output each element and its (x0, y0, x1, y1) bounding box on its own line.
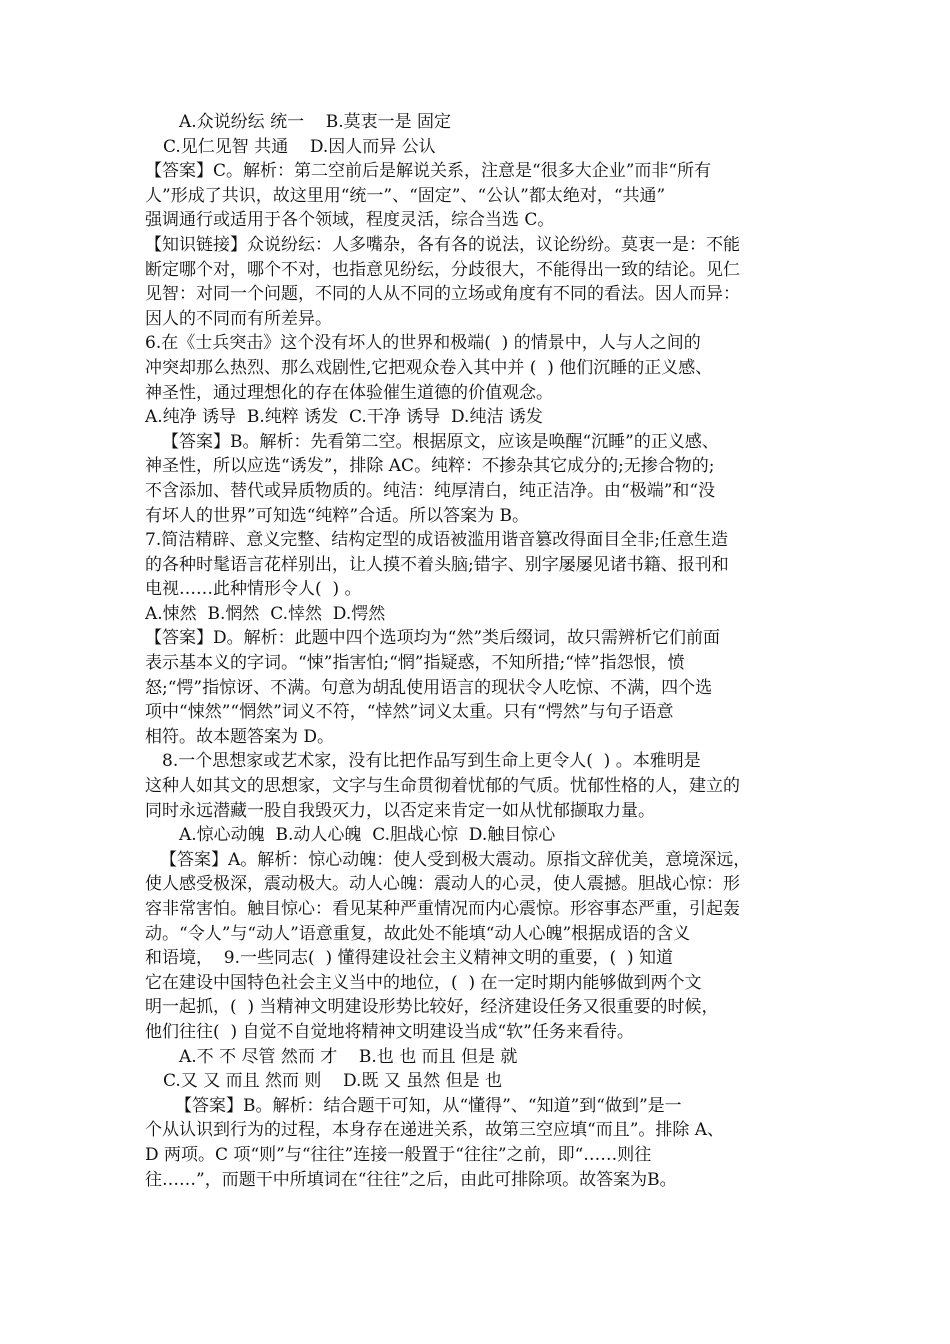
option-line-a-b: A.众说纷纭 统一 B.莫衷一是 固定 (179, 112, 451, 132)
answer-7-text: 怒;“愕”指惊讶、不满。句意为胡乱使用语言的现状令人吃惊、不满，四个选 (145, 677, 713, 698)
question-9-text: 明一起抓，( ) 当精神文明建设形势比较好，经济建设任务又很重要的时候， (145, 997, 719, 1018)
answer-6-text: 不含添加、替代或异质物质的。纯洁：纯厚清白，纯正洁净。由“极端”和“没 (145, 480, 716, 501)
knowledge-link-text: 断定哪个对，哪个不对，也指意见纷纭，分歧很大，不能得出一致的结论。见仁 (145, 259, 740, 280)
answer-9-text: 往……”，而题干中所填词在“往往”之后，由此可排除项。故答案为B。 (145, 1169, 677, 1190)
answer-7-text: 【答案】D。解析：此题中四个选项均为“然”类后缀词，故只需辨析它们前面 (145, 628, 721, 649)
question-9-text: 它在建设中国特色社会主义当中的地位，( ) 在一定时期内能够做到两个文 (145, 972, 702, 993)
question-8-text: 8.一个思想家或艺术家，没有比把作品写到生命上更令人( ) 。本雅明是 (162, 751, 701, 772)
knowledge-link-text: 因人的不同而有所差异。 (145, 308, 332, 329)
answer-6-text: 有坏人的世界”可知选“纯粹”合适。所以答案为 B。 (145, 505, 529, 526)
question-7-text: 7.简洁精辟、意义完整、结构定型的成语被滥用谐音篡改得面目全非;任意生造 (145, 530, 728, 551)
question-9-text: 和语境， 9.一些同志( ) 懂得建设社会主义精神文明的重要，( ) 知道 (145, 948, 673, 969)
answer-8-text: 容非常害怕。触目惊心：看见某种严重情况而内心震惊。形容事态严重，引起轰 (145, 899, 740, 919)
knowledge-link-text: 【知识链接】众说纷纭：人多嘴杂，各有各的说法，议论纷纷。莫衷一是：不能 (145, 234, 740, 255)
document-page (145, 110, 815, 1192)
answer-9-text: 个从认识到行为的过程，本身存在递进关系，故第三空应填“而且”。排除 A、 (145, 1120, 725, 1141)
question-8-options: A.惊心动魄 B.动人心魄 C.胆战心惊 D.触目惊心 (179, 825, 556, 846)
question-6-text: 神圣性，通过理想化的存在体验催生道德的价值观念。 (145, 382, 553, 403)
answer-7-text: 表示基本义的字词。“悚”指害怕;“惘”指疑惑，不知所措;“悻”指怨恨，愤 (145, 653, 685, 674)
answer-7-text: 项中“悚然”“惘然”词义不符，“悻然”词义太重。只有“愕然”与句子语意 (145, 702, 674, 723)
answer-6-text: 神圣性，所以应选“诱发”，排除 AC。纯粹：不掺杂其它成分的;无掺合物的; (145, 456, 715, 477)
answer-text: 【答案】C。解析：第二空前后是解说关系，注意是“很多大企业”而非“所有 (145, 161, 712, 182)
answer-6-text: 【答案】B。解析：先看第二空。根据原文，应该是唤醒“沉睡”的正义感、 (162, 431, 719, 452)
answer-8-text: 使人感受极深，震动极大。动人心魄：震动人的心灵，使人震撼。胆战心惊：形 (145, 874, 740, 895)
answer-7-text: 相符。故本题答案为 D。 (145, 726, 335, 747)
answer-9-text: 【答案】B。解析：结合题干可知，从“懂得”、“知道”到“做到”是一 (175, 1095, 682, 1116)
answer-text: 强调通行或适用于各个领域，程度灵活，综合当选 C。 (145, 210, 555, 231)
option-line-c-d: C.见仁见智 共通 D.因人而异 公认 (163, 136, 436, 157)
question-6-options: A.纯净 诱导 B.纯粹 诱发 C.干净 诱导 D.纯洁 诱发 (145, 407, 543, 428)
question-6-text: 冲突却那么热烈、那么戏剧性,它把观众卷入其中并 ( ) 他们沉睡的正义感、 (145, 357, 713, 378)
question-8-text: 同时永远潜藏一股自我毁灭力，以否定来肯定一如从忧郁撷取力量。 (145, 800, 655, 821)
answer-text: 人”形成了共识，故这里用“统一”、“固定”、“公认”都太绝对，“共通” (145, 185, 666, 206)
answer-8-text: 【答案】A。解析：惊心动魄：使人受到极大震动。原指文辞优美，意境深远， (160, 849, 751, 870)
question-7-text: 的各种时髦语言花样别出，让人摸不着头脑;错字、别字屡屡见诸书籍、报刊和 (145, 554, 729, 575)
question-8-text: 这种人如其文的思想家，文字与生命贯彻着忧郁的气质。忧郁性格的人，建立的 (145, 776, 740, 797)
knowledge-link-text: 见智：对同一个问题，不同的人从不同的立场或角度有不同的看法。因人而异： (145, 284, 740, 305)
question-9-text: 他们往往( ) 自觉不自觉地将精神文明建设当成“软”任务来看待。 (145, 1021, 634, 1042)
answer-9-text: D 两项。C 项“则”与“往往”连接一般置于“往往”之前，即“……则往 (145, 1144, 652, 1165)
question-9-options-c-d: C.又 又 而且 然而 则 D.既 又 虽然 但是 也 (163, 1071, 503, 1092)
question-7-options: A.悚然 B.惘然 C.悻然 D.愕然 (145, 603, 386, 624)
question-6-text: 6.在《士兵突击》这个没有坏人的世界和极端( ) 的情景中，人与人之间的 (145, 333, 701, 354)
question-9-options-a-b: A.不 不 尽管 然而 才 B.也 也 而且 但是 就 (179, 1046, 518, 1067)
question-7-text: 电视……此种情形令人( ) 。 (145, 579, 362, 600)
answer-8-text: 动。“令人”与“动人”语意重复，故此处不能填“动人心魄”根据成语的含义 (145, 923, 691, 944)
